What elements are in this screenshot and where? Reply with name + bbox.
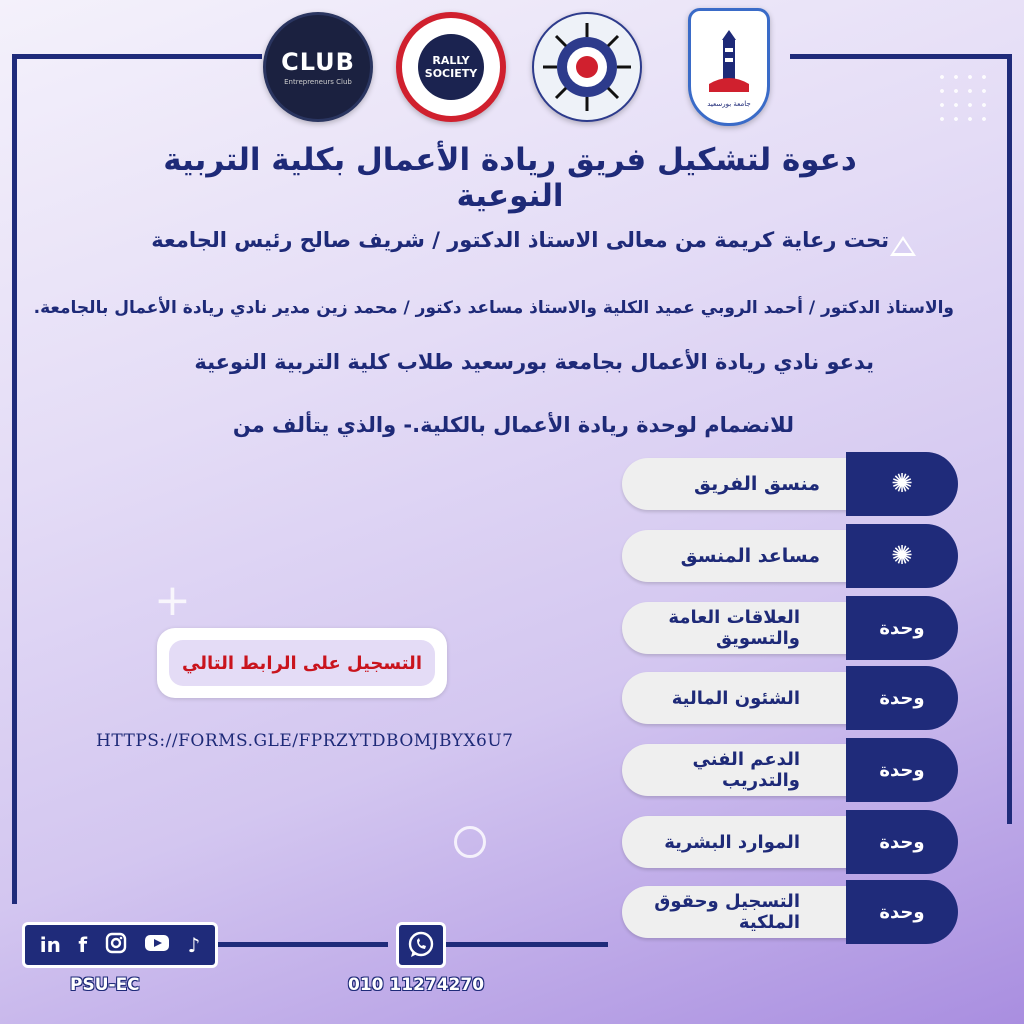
unit-label: الشئون المالية	[622, 672, 912, 724]
unit-cap	[846, 524, 958, 588]
rally-society-logo	[396, 12, 506, 122]
lightbulb-icon: ✺	[891, 469, 913, 499]
frame-top-right-line	[790, 54, 1012, 59]
frame-bottom-line-left	[218, 942, 388, 947]
unit-cap: وحدة	[846, 810, 958, 874]
unit-cap	[846, 452, 958, 516]
whatsapp-icon	[406, 930, 436, 960]
unit-item	[622, 596, 958, 660]
dean-line: والاستاذ الدكتور / أحمد الروبي عميد الكلية والاستاذ مساعد دكتور / محمد زين مدير نادي ريادة الأعمال بالجامعة.	[33, 298, 954, 318]
social-links	[22, 922, 218, 968]
phone-number: 010 11274270	[348, 975, 485, 995]
unit-item	[622, 738, 958, 802]
circle-decoration	[454, 826, 486, 858]
unit-label: مساعد المنسق	[622, 530, 912, 582]
whatsapp-button[interactable]	[396, 922, 446, 968]
frame-bottom-line-right	[446, 942, 608, 947]
dots-decoration	[935, 70, 995, 130]
unit-cap: وحدة	[846, 738, 958, 802]
unit-cap: وحدة	[846, 596, 958, 660]
unit-item	[622, 810, 958, 874]
unit-cap: وحدة	[846, 880, 958, 944]
unit-item	[622, 452, 958, 516]
club-logo-subtitle: Entrepreneurs Club	[284, 78, 352, 86]
frame-top-left-line	[12, 54, 262, 59]
frame-right-line	[1007, 54, 1012, 824]
instagram-icon[interactable]	[105, 932, 127, 959]
rally-logo-text: RALLY SOCIETY	[418, 34, 484, 100]
entrepreneurs-club-logo	[263, 12, 373, 122]
lightbulb-icon: ✺	[891, 541, 913, 571]
unit-label: الدعم الفني والتدريب	[622, 744, 912, 796]
patronage-line: تحت رعاية كريمة من معالى الاستاذ الدكتور / شريف صالح رئيس الجامعة	[151, 228, 889, 252]
plus-decoration: +	[154, 575, 191, 626]
invitation-line: يدعو نادي ريادة الأعمال بجامعة بورسعيد طلاب كلية التربية النوعية	[194, 350, 874, 374]
registration-label: التسجيل على الرابط التالي	[169, 640, 435, 686]
compass-icon	[539, 19, 635, 115]
university-logo-label: جامعة بورسعيد	[707, 100, 751, 108]
club-logo-text: CLUB	[281, 48, 355, 76]
port-said-university-logo	[688, 8, 770, 126]
compass-logo	[532, 12, 642, 122]
unit-item	[622, 880, 958, 944]
youtube-icon[interactable]	[144, 933, 170, 958]
linkedin-icon[interactable]: in	[39, 933, 61, 957]
page-title: دعوة لتشكيل فريق ريادة الأعمال بكلية التربية النوعية	[163, 142, 857, 214]
social-handle: PSU-EC	[70, 975, 140, 995]
unit-item	[622, 524, 958, 588]
frame-left-line	[12, 54, 17, 904]
unit-label: التسجيل وحقوق الملكية	[622, 886, 912, 938]
facebook-icon[interactable]: f	[78, 933, 88, 957]
triangle-bullet-icon	[890, 236, 916, 256]
unit-item	[622, 666, 958, 730]
lighthouse-icon	[704, 26, 754, 96]
composition-line: للانضمام لوحدة ريادة الأعمال بالكلية.- والذي يتألف من	[232, 413, 794, 437]
tiktok-icon[interactable]: ♪	[187, 933, 201, 957]
unit-cap: وحدة	[846, 666, 958, 730]
registration-box	[157, 628, 447, 698]
unit-label: منسق الفريق	[622, 458, 912, 510]
registration-link[interactable]: HTTPS://FORMS.GLE/FPRZYTDBOMJBYX6U7	[96, 731, 514, 751]
unit-label: العلاقات العامة والتسويق	[622, 602, 912, 654]
unit-label: الموارد البشرية	[622, 816, 912, 868]
